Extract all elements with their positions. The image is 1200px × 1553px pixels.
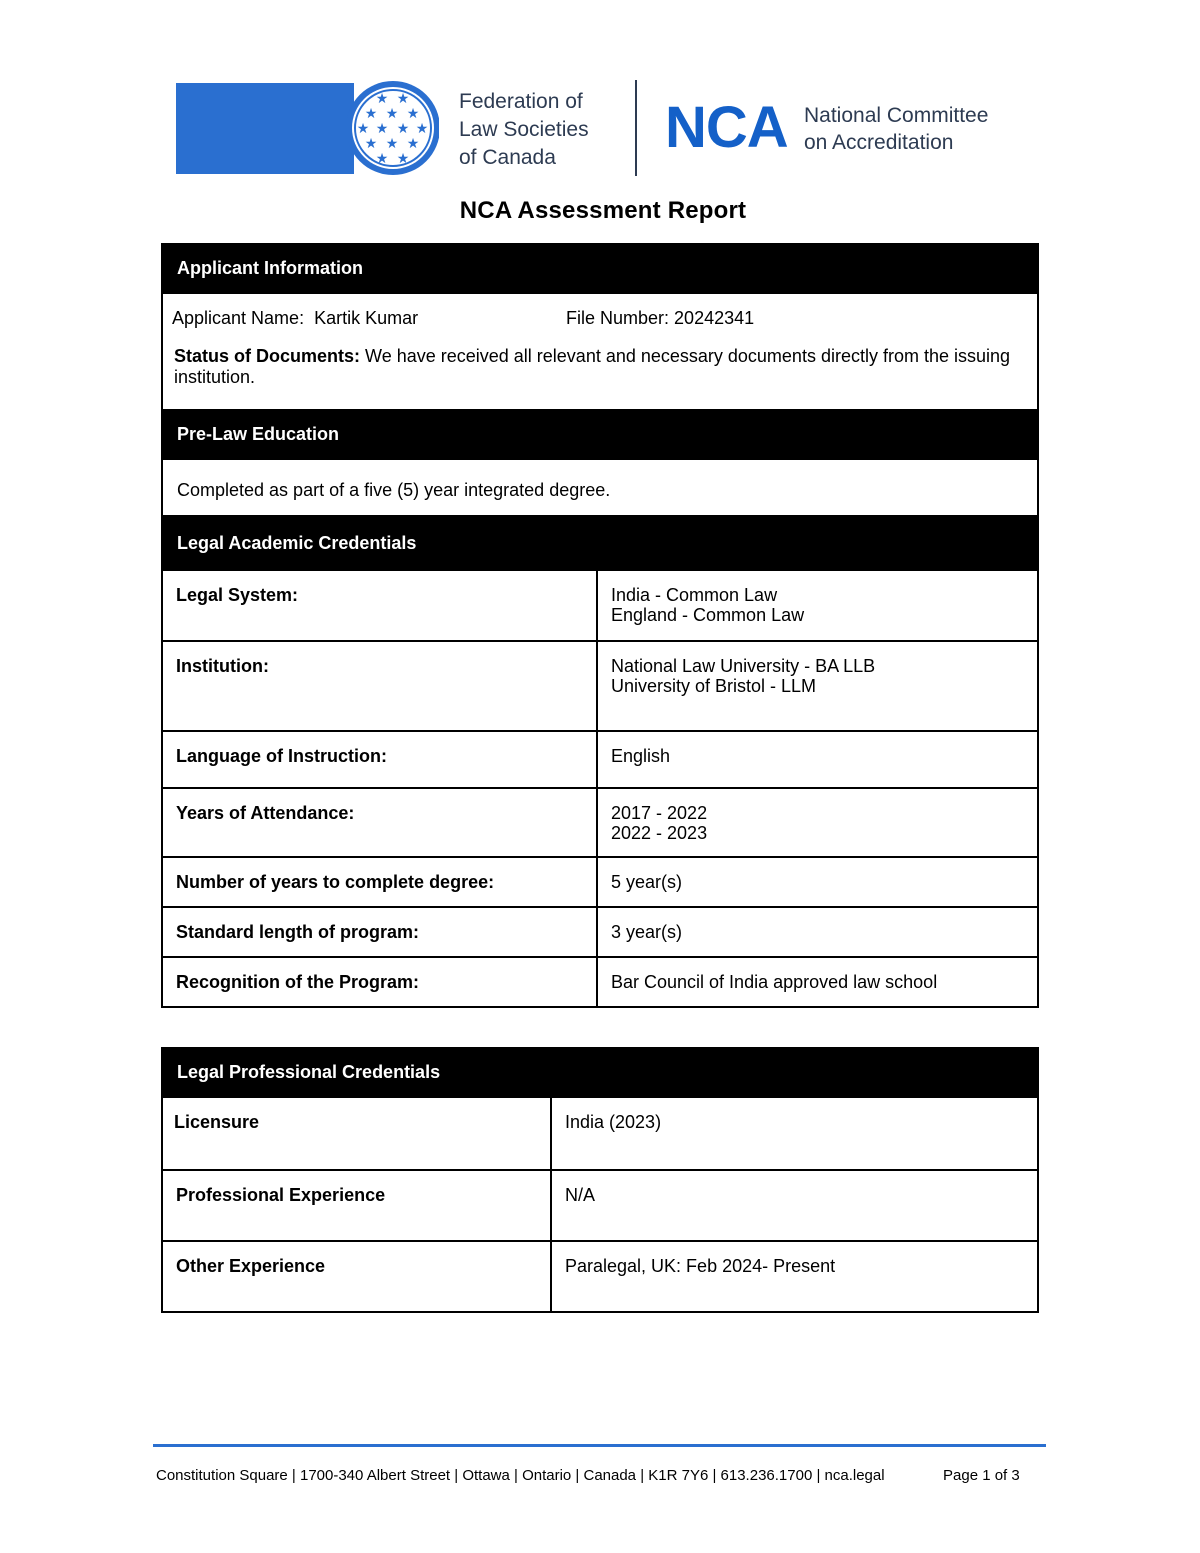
- svg-text:★: ★: [375, 121, 389, 137]
- svg-text:★: ★: [406, 106, 420, 122]
- file-number: File Number: 20242341: [566, 308, 755, 328]
- professional-credentials-header: Legal Professional Credentials: [163, 1047, 1037, 1098]
- pre-law-header: Pre-Law Education: [163, 409, 1037, 460]
- row-label: Other Experience: [163, 1242, 552, 1312]
- table-row: [163, 1098, 1037, 1169]
- row-value: India (2023): [565, 1112, 662, 1132]
- row-label: Legal System:: [163, 571, 598, 640]
- applicant-info-body: [163, 294, 1037, 409]
- table-row: [163, 1240, 1037, 1312]
- svg-text:★: ★: [396, 121, 410, 137]
- page-title: NCA Assessment Report: [459, 197, 747, 224]
- svg-text:★: ★: [396, 91, 410, 107]
- row-value: N/A: [565, 1185, 596, 1205]
- row-label: Recognition of the Program:: [163, 958, 598, 1006]
- svg-text:★: ★: [364, 106, 378, 122]
- row-value: India - Common Law England - Common Law: [611, 585, 805, 625]
- applicant-info-header: Applicant Information: [163, 243, 1037, 294]
- page-number: Page 1 of 3: [943, 1467, 1020, 1484]
- row-value: National Law University - BA LLB University of Bristol - LLM: [611, 656, 876, 696]
- footer-address: Constitution Square | 1700-340 Albert Street | Ottawa | Ontario | Canada | K1R 7Y6 | 613.236.1700 | nca.legal: [156, 1467, 885, 1484]
- table-row: [163, 1169, 1037, 1240]
- table-row: [163, 906, 1037, 956]
- logo-divider: [635, 80, 637, 176]
- row-value: Bar Council of India approved law school: [611, 972, 938, 992]
- table-row: [163, 730, 1037, 787]
- row-label: Number of years to complete degree:: [163, 858, 598, 906]
- footer-divider: [153, 1444, 1046, 1447]
- row-label: Licensure: [163, 1098, 552, 1169]
- svg-text:★: ★: [356, 121, 370, 137]
- main-table: [161, 243, 1039, 1008]
- table-row: [163, 571, 1037, 640]
- academic-credentials-header: Legal Academic Credentials: [163, 515, 1037, 571]
- row-label: Standard length of program:: [163, 908, 598, 956]
- row-value: English: [611, 746, 671, 766]
- row-label: Language of Instruction:: [163, 732, 598, 787]
- professional-table: [161, 1047, 1039, 1313]
- svg-text:★: ★: [406, 136, 420, 152]
- svg-text:★: ★: [375, 91, 389, 107]
- nca-name: National Committee on Accreditation: [804, 104, 989, 154]
- applicant-name: Applicant Name: Kartik Kumar: [172, 308, 419, 328]
- svg-text:★: ★: [364, 136, 378, 152]
- table-row: [163, 956, 1037, 1006]
- table-row: [163, 856, 1037, 906]
- header-logo: [176, 80, 1036, 180]
- table-row: [163, 640, 1037, 730]
- federation-emblem-icon: [333, 80, 439, 176]
- row-value: 2017 - 2022 2022 - 2023: [611, 803, 708, 843]
- row-label: Institution:: [163, 642, 598, 730]
- svg-text:★: ★: [385, 106, 399, 122]
- row-label: Years of Attendance:: [163, 789, 598, 856]
- pre-law-body: Completed as part of a five (5) year integrated degree.: [177, 480, 611, 500]
- row-value: Paralegal, UK: Feb 2024- Present: [565, 1256, 836, 1276]
- svg-text:★: ★: [375, 151, 389, 167]
- svg-text:★: ★: [396, 151, 410, 167]
- federation-name: Federation of Law Societies of Canada: [459, 90, 589, 169]
- row-label: Professional Experience: [163, 1171, 552, 1240]
- nca-wordmark: NCA: [665, 95, 788, 160]
- status-of-documents: Status of Documents: We have received all relevant and necessary documents directly from the issuing institution.: [174, 346, 1011, 387]
- svg-text:★: ★: [385, 136, 399, 152]
- logo-blue-bar: [176, 83, 354, 174]
- row-value: 5 year(s): [611, 872, 683, 892]
- row-value: 3 year(s): [611, 922, 683, 942]
- svg-text:★: ★: [415, 121, 429, 137]
- table-row: [163, 787, 1037, 856]
